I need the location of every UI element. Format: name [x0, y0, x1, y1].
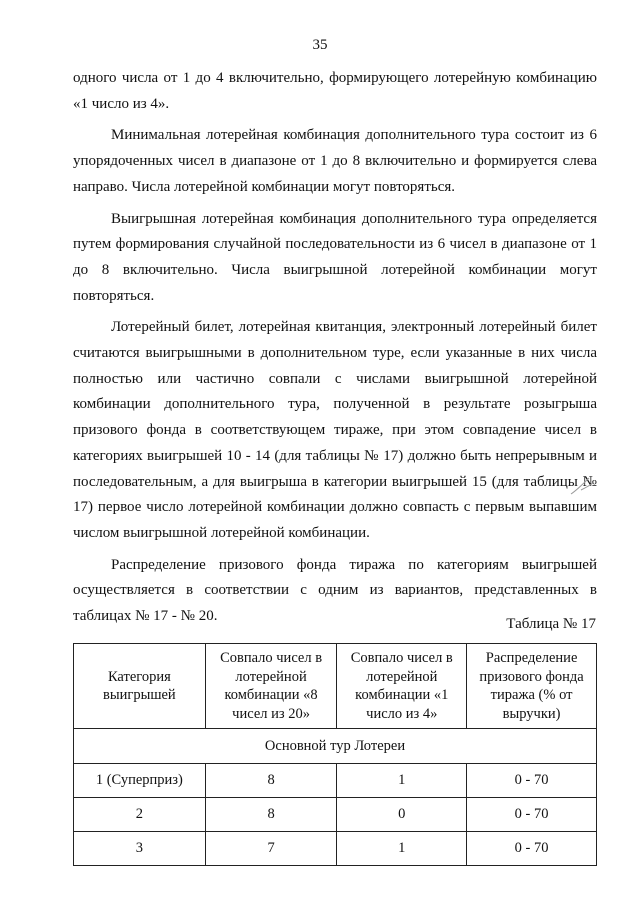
header-category: Категория выигрышей: [74, 644, 206, 729]
table-row: [74, 798, 597, 832]
cell-matched-extra: 1: [337, 832, 467, 866]
table-section-row: [74, 729, 597, 764]
cell-matched-extra: 0: [337, 798, 467, 832]
body-text: [73, 66, 597, 630]
table-row: [74, 764, 597, 798]
table-row: [74, 832, 597, 866]
cell-matched-main: 7: [205, 832, 337, 866]
section-title: Основной тур Лотереи: [74, 729, 597, 764]
header-prize-fund-share: Распределение призового фонда тиража (% от выручки): [467, 644, 597, 729]
paragraph-winning-tickets: Лотерейный билет, лотерейная квитанция, электронный лотерейный билет считаются выигрышными в дополнительном туре, если указанные в них числа полностью или частично совпали с числами выигрышной лотерейной комбинации дополнительного тура, полученной в результате розыгрыша призового фонда в соответствующем тираже, при этом совпадение чисел в категориях выигрышей 10 - 14 (для таблицы № 17) должно быть непрерывным и последовательным, а для выигрыша в категории выигрышей 15 (для таблицы № 17) первое число лотерейной комбинации должно совпасть с первым выпавшим числом выигрышной лотерейной комбинации.: [73, 319, 597, 541]
header-matched-1-of-4: Совпало чисел в лотерейной комбинации «1 число из 4»: [337, 644, 467, 729]
prize-distribution-table: [73, 643, 597, 866]
cell-category: 3: [74, 832, 206, 866]
cell-category: 2: [74, 798, 206, 832]
cell-matched-main: 8: [205, 764, 337, 798]
table-header-row: [74, 644, 597, 729]
cell-matched-main: 8: [205, 798, 337, 832]
header-matched-8-of-20: Совпало чисел в лотерейной комбинации «8 чисел из 20»: [205, 644, 337, 729]
cell-matched-extra: 1: [337, 764, 467, 798]
paragraph-minimal-combination: Минимальная лотерейная комбинация дополнительного тура состоит из 6 упорядоченных чисел в диапазоне от 1 до 8 включительно и формируется слева направо. Числа лотерейной комбинации могут повторяться.: [73, 127, 597, 195]
cell-category: 1 (Суперприз): [74, 764, 206, 798]
paragraph-winning-combination: Выигрышная лотерейная комбинация дополнительного тура определяется путем формирования случайной последовательности из 6 чисел в диапазоне от 1 до 8 включительно. Числа выигрышной лотерейной комбинации могут повторяться.: [73, 210, 597, 304]
table-caption: Таблица № 17: [506, 616, 596, 632]
cell-prize-share: 0 - 70: [467, 832, 597, 866]
pen-mark: [567, 470, 597, 498]
cell-prize-share: 0 - 70: [467, 798, 597, 832]
cell-prize-share: 0 - 70: [467, 764, 597, 798]
page-number: 35: [312, 37, 328, 53]
paragraph-continuation: одного числа от 1 до 4 включительно, формирующего лотерейную комбинацию «1 число из 4».: [73, 70, 597, 112]
paragraph-prize-distribution: Распределение призового фонда тиража по категориям выигрышей осуществляется в соответствии с одним из вариантов, представленных в таблицах № 17 - № 20.: [73, 556, 597, 625]
